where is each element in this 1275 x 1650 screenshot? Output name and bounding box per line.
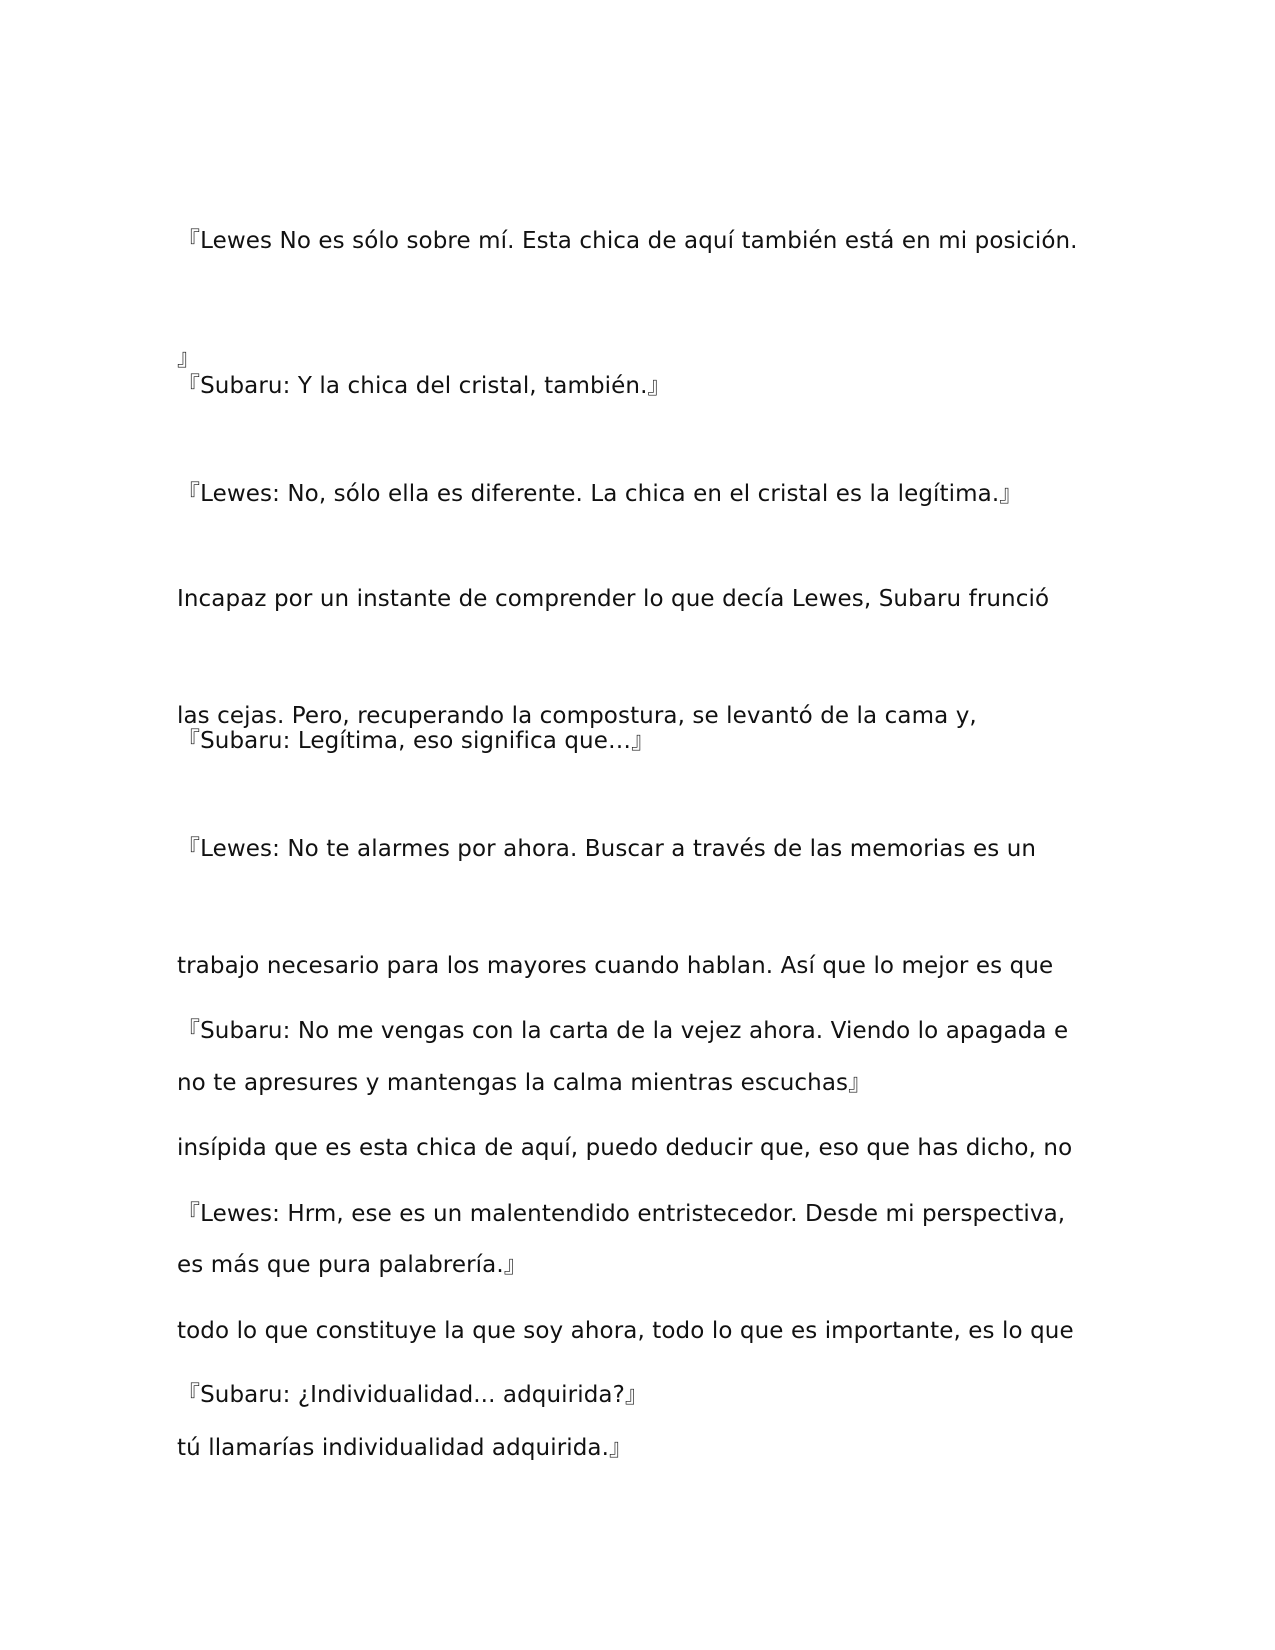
- text-line: 『Lewes: No, sólo ella es diferente. La chica en el cristal es la legítima.』: [177, 481, 1023, 507]
- text-line: tú llamarías individualidad adquirida.』: [177, 1435, 633, 1461]
- text-line: 』: [177, 345, 201, 371]
- paragraph-subaru-question: [177, 1298, 1097, 1493]
- text-line: Incapaz por un instante de comprender lo que decía Lewes, Subaru frunció: [177, 586, 1050, 612]
- text-line: 『Subaru: Y la chica del cristal, también.』: [177, 373, 671, 399]
- text-line: todo lo que constituye la que soy ahora, todo lo que es importante, es lo que: [177, 1318, 1074, 1344]
- text-line: 『Lewes: Hrm, ese es un malentendido entristecedor. Desde mi perspectiva,: [177, 1201, 1066, 1227]
- text-line: no te apresures y mantengas la calma mientras escuchas』: [177, 1070, 872, 1096]
- text-line: 『Subaru: No me vengas con la carta de la vejez ahora. Viendo lo apagada e: [177, 1018, 1069, 1044]
- text-line: 『Lewes No es sólo sobre mí. Esta chica de aquí también está en mi posición.: [177, 228, 1078, 254]
- text-line: 『Subaru: ¿Individualidad... adquirida?』: [177, 1382, 649, 1408]
- text-line: trabajo necesario para los mayores cuando hablan. Así que lo mejor es que: [177, 953, 1054, 979]
- text-line: 『Lewes: No te alarmes por ahora. Buscar a través de las memorias es un: [177, 836, 1037, 862]
- text-line: las cejas. Pero, recuperando la compostura, se levantó de la cama y,: [177, 703, 977, 729]
- text-line: insípida que es esta chica de aquí, puedo deducir que, eso que has dicho, no: [177, 1135, 1073, 1161]
- text-line: es más que pura palabrería.』: [177, 1252, 527, 1278]
- text-line: 『Subaru: Legítima, eso significa que…』: [177, 728, 655, 754]
